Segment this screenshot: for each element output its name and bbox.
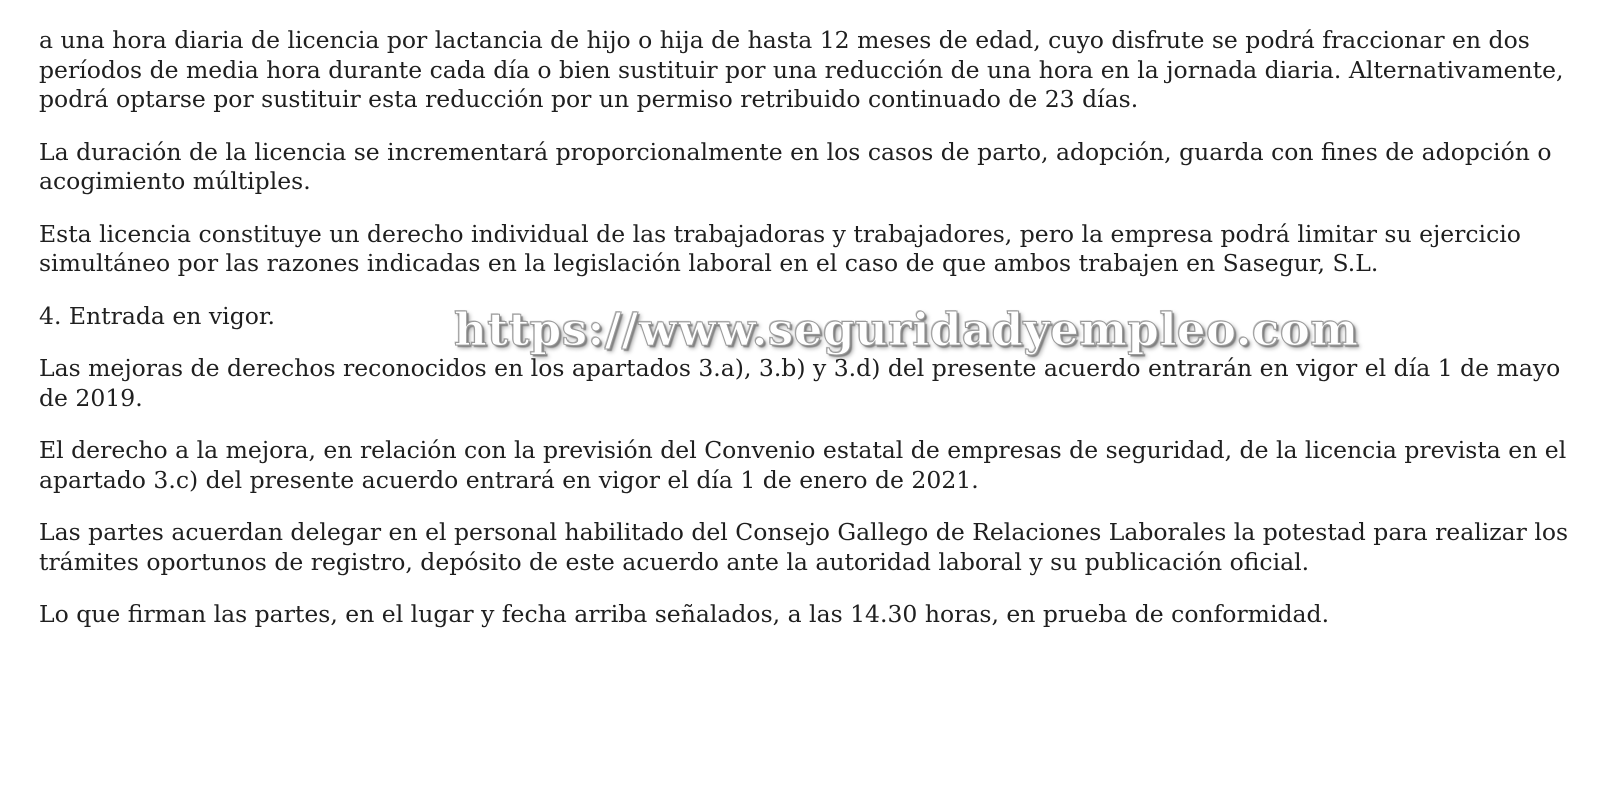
- paragraph-delegacion: Las partes acuerdan delegar en el personal habilitado del Consejo Gallego de Relaciones Laborales la potestad para realizar los trámites oportunos de registro, depósito de este acuerdo ante la autoridad laboral y su publicación oficial.: [39, 518, 1569, 576]
- paragraph-derecho-mejora: El derecho a la mejora, en relación con la previsión del Convenio estatal de empresas de seguridad, de la licencia prevista en el apartado 3.c) del presente acuerdo entrará en vigor el día 1 de enero de 2021.: [39, 436, 1567, 494]
- section-heading-entrada-en-vigor: 4. Entrada en vigor.: [39, 301, 276, 330]
- paragraph-mejoras-derechos: Las mejoras de derechos reconocidos en los apartados 3.a), 3.b) y 3.d) del presente acuerdo entrarán en vigor el día 1 de mayo de 2019.: [39, 354, 1561, 412]
- paragraph-firma: Lo que firman las partes, en el lugar y fecha arriba señalados, a las 14.30 horas, en prueba de conformidad.: [39, 600, 1330, 628]
- paragraph-lactancia: a una hora diaria de licencia por lactancia de hijo o hija de hasta 12 meses de edad, cuyo disfrute se podrá fraccionar en dos períodos de media hora durante cada día o bien sustituir por una reducción de una hora en la jornada diaria. Alternativamente, podrá optarse por sustituir esta reducción por un permiso retribuido continuado de 23 días.: [39, 26, 1564, 113]
- document-body: [39, 26, 1569, 653]
- paragraph-derecho-individual: Esta licencia constituye un derecho individual de las trabajadoras y trabajadores, pero la empresa podrá limitar su ejercicio simultáneo por las razones indicadas en la legislación laboral en el caso de que ambos trabajen en Sasegur, S.L.: [39, 219, 1521, 277]
- watermark-url: https://www.seguridadyempleo.com: [454, 303, 1359, 356]
- paragraph-duracion-licencia: La duración de la licencia se incrementará proporcionalmente en los casos de parto, adopción, guarda con fines de adopción o acogimiento múltiples.: [39, 137, 1552, 195]
